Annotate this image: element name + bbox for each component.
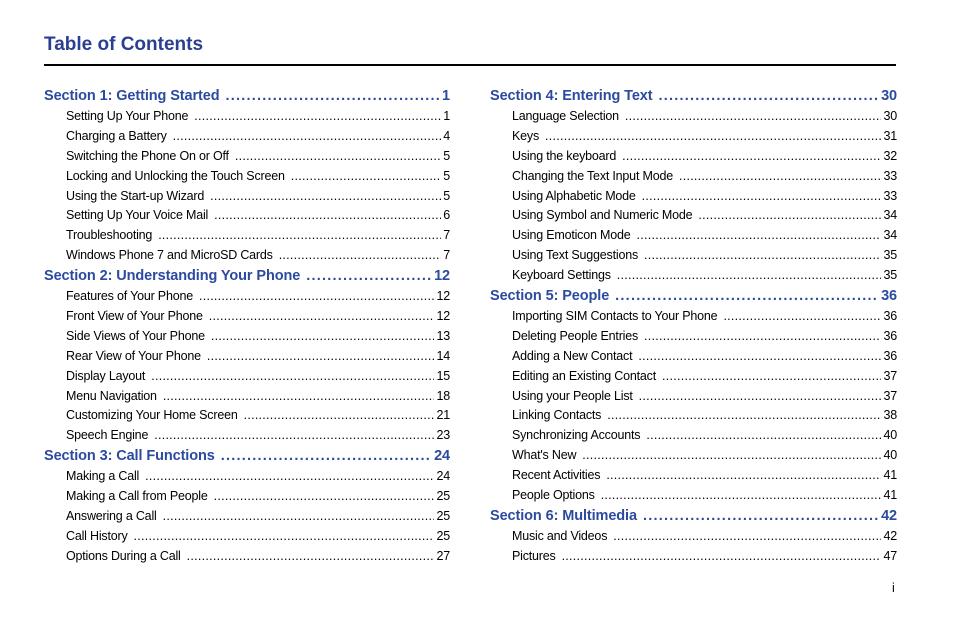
dot-leader [646, 426, 881, 446]
page-ref: 36 [881, 288, 897, 305]
toc-entry[interactable] [44, 206, 450, 226]
page-ref: 25 [436, 509, 450, 524]
section-title: Section 5: People [490, 288, 610, 305]
dot-leader [158, 226, 441, 246]
page-ref: 40 [883, 448, 897, 463]
dot-leader [211, 327, 435, 347]
page-ref: 24 [436, 469, 450, 484]
dot-leader [187, 547, 435, 567]
toc-entry[interactable] [490, 347, 897, 367]
toc-entry[interactable] [490, 406, 897, 426]
page-ref: 24 [434, 448, 450, 465]
page-ref: 37 [883, 388, 897, 403]
entry-title: Answering a Call [66, 509, 157, 524]
toc-entry[interactable] [490, 387, 897, 407]
page-ref: 30 [883, 109, 897, 123]
toc-entry[interactable] [44, 147, 450, 167]
dot-leader [638, 347, 881, 367]
dot-leader [643, 506, 879, 527]
toc-entry[interactable] [490, 107, 897, 127]
page-ref: 42 [881, 507, 897, 524]
entry-title: Windows Phone 7 and MicroSD Cards [66, 248, 273, 263]
toc-entry[interactable] [44, 467, 450, 487]
toc-entry[interactable] [44, 127, 450, 147]
toc-section-heading[interactable] [490, 286, 897, 307]
dot-leader [659, 86, 880, 107]
page-ref: 34 [883, 208, 897, 223]
entry-title: Keyboard Settings [512, 268, 611, 283]
toc-entry[interactable] [44, 426, 450, 446]
page-ref: 12 [436, 289, 450, 304]
toc-entry[interactable] [44, 107, 450, 127]
toc-entry[interactable] [490, 426, 897, 446]
entry-title: What's New [512, 448, 577, 463]
entry-title: Linking Contacts [512, 408, 602, 423]
toc-entry[interactable] [44, 547, 450, 567]
entry-title: Using the keyboard [512, 148, 617, 163]
toc-entry[interactable] [44, 406, 450, 426]
toc-entry[interactable] [44, 167, 450, 187]
dot-leader [151, 367, 434, 387]
page-ref: 37 [883, 368, 897, 383]
entry-title: Deleting People Entries [512, 328, 639, 343]
entry-title: Using Text Suggestions [512, 248, 639, 263]
dot-leader [613, 527, 881, 547]
entry-title: Adding a New Contact [512, 348, 633, 363]
page-ref: 33 [883, 188, 897, 203]
dot-leader [582, 446, 881, 466]
dot-leader [679, 167, 882, 187]
toc-entry[interactable] [490, 547, 897, 567]
entry-title: Call History [66, 528, 128, 543]
page-ref: 14 [436, 348, 450, 363]
entry-title: Troubleshooting [66, 228, 153, 243]
page-ref: 6 [443, 208, 450, 223]
toc-section-heading[interactable] [490, 86, 897, 107]
toc-entry[interactable] [44, 246, 450, 266]
entry-title: Using the Start-up Wizard [66, 188, 205, 203]
page-ref: 21 [436, 408, 450, 423]
dot-leader [163, 507, 435, 527]
toc-entry[interactable] [44, 347, 450, 367]
toc-entry[interactable] [490, 367, 897, 387]
entry-title: Recent Activities [512, 468, 601, 483]
toc-section-heading[interactable] [44, 86, 450, 107]
dot-leader [199, 287, 435, 307]
page-ref: 42 [883, 528, 897, 543]
entry-title: Using Alphabetic Mode [512, 188, 636, 203]
toc-entry[interactable] [44, 527, 450, 547]
toc-entry[interactable] [44, 287, 450, 307]
dot-leader [145, 467, 434, 487]
title-divider [44, 64, 896, 66]
dot-leader [209, 307, 435, 327]
dot-leader [698, 206, 881, 226]
page-ref: 1 [443, 109, 450, 123]
page-ref: 13 [436, 328, 450, 343]
dot-leader [134, 527, 435, 547]
dot-leader [617, 266, 882, 286]
section-title: Section 4: Entering Text [490, 88, 653, 104]
page-ref: 1 [442, 88, 450, 104]
page-ref: 23 [436, 428, 450, 443]
dot-leader [210, 187, 441, 207]
dot-leader [644, 246, 881, 266]
page-ref: 36 [883, 348, 897, 363]
entry-title: Setting Up Your Voice Mail [66, 208, 209, 223]
dot-leader [545, 127, 881, 147]
dot-leader [244, 406, 435, 426]
page-ref: 15 [436, 368, 450, 383]
toc-column-left [44, 86, 450, 567]
dot-leader [642, 187, 882, 207]
entry-title: Display Layout [66, 368, 146, 383]
section-title: Section 3: Call Functions [44, 448, 215, 465]
page-ref: 18 [436, 388, 450, 403]
dot-leader [562, 547, 882, 567]
page-ref: 36 [883, 328, 897, 343]
page-ref: 38 [883, 408, 897, 423]
entry-title: Language Selection [512, 109, 619, 123]
entry-title: Side Views of Your Phone [66, 328, 205, 343]
toc-entry[interactable] [490, 486, 897, 506]
entry-title: People Options [512, 488, 595, 503]
entry-title: Keys [512, 128, 539, 143]
dot-leader [214, 206, 441, 226]
page-ref: 25 [436, 528, 450, 543]
entry-title: Front View of Your Phone [66, 309, 203, 324]
dot-leader [622, 147, 881, 167]
dot-leader [173, 127, 442, 147]
toc-section-heading[interactable] [44, 266, 450, 287]
dot-leader [607, 406, 881, 426]
page-ref: 35 [883, 268, 897, 283]
dot-leader [154, 426, 434, 446]
page-ref: 7 [443, 228, 450, 243]
toc-entry[interactable] [490, 466, 897, 486]
page-ref: 5 [443, 168, 450, 183]
entry-title: Menu Navigation [66, 388, 157, 403]
page-ref: 35 [883, 248, 897, 263]
entry-title: Changing the Text Input Mode [512, 168, 673, 183]
entry-title: Making a Call [66, 469, 140, 484]
toc-section-heading[interactable] [490, 506, 897, 527]
dot-leader [639, 387, 882, 407]
dot-leader [279, 246, 442, 266]
page-ref: 41 [883, 488, 897, 503]
dot-leader [291, 167, 442, 187]
page-ref: 7 [443, 248, 450, 263]
page-ref: 30 [881, 88, 897, 104]
entry-title: Setting Up Your Phone [66, 109, 189, 123]
page-title: Table of Contents [44, 34, 204, 55]
toc-entry[interactable] [490, 206, 897, 226]
dot-leader [221, 446, 432, 467]
toc-entry[interactable] [44, 367, 450, 387]
toc-entry[interactable] [490, 307, 897, 327]
page-ref: 40 [883, 428, 897, 443]
entry-title: Editing an Existing Contact [512, 368, 656, 383]
dot-leader [644, 327, 881, 347]
toc-entry[interactable] [44, 226, 450, 246]
entry-title: Charging a Battery [66, 128, 167, 143]
toc-entry[interactable] [490, 527, 897, 547]
section-title: Section 6: Multimedia [490, 507, 637, 524]
dot-leader [601, 486, 882, 506]
entry-title: Importing SIM Contacts to Your Phone [512, 309, 718, 324]
toc-entry[interactable] [44, 507, 450, 527]
dot-leader [207, 347, 435, 367]
toc-section-heading[interactable] [44, 446, 450, 467]
page-ref: 27 [436, 548, 450, 563]
toc-entry[interactable] [490, 446, 897, 466]
entry-title: Synchronizing Accounts [512, 428, 641, 443]
dot-leader [723, 307, 881, 327]
toc-entry[interactable] [44, 327, 450, 347]
section-title: Section 1: Getting Started [44, 88, 220, 104]
entry-title: Rear View of Your Phone [66, 348, 201, 363]
entry-title: Pictures [512, 548, 556, 563]
entry-title: Features of Your Phone [66, 289, 193, 304]
toc-entry[interactable] [490, 246, 897, 266]
page-ref: 5 [443, 188, 450, 203]
page-ref: 33 [883, 168, 897, 183]
page-ref: 47 [883, 548, 897, 563]
toc-entry[interactable] [490, 187, 897, 207]
entry-title: Using your People List [512, 388, 633, 403]
toc-entry[interactable] [44, 487, 450, 507]
toc-entry[interactable] [490, 266, 897, 286]
page-ref: 34 [883, 228, 897, 243]
entry-title: Locking and Unlocking the Touch Screen [66, 168, 285, 183]
entry-title: Switching the Phone On or Off [66, 148, 229, 163]
toc-entry[interactable] [44, 387, 450, 407]
dot-leader [214, 487, 435, 507]
toc-entry[interactable] [44, 307, 450, 327]
page-ref: 12 [434, 268, 450, 285]
section-title: Section 2: Understanding Your Phone [44, 268, 301, 285]
page-number: i [892, 581, 895, 595]
entry-title: Speech Engine [66, 428, 149, 443]
page-ref: 5 [443, 148, 450, 163]
page-ref: 4 [443, 128, 450, 143]
dot-leader [163, 387, 435, 407]
entry-title: Customizing Your Home Screen [66, 408, 238, 423]
entry-title: Using Emoticon Mode [512, 228, 631, 243]
dot-leader [606, 466, 881, 486]
entry-title: Music and Videos [512, 528, 608, 543]
dot-leader [235, 147, 441, 167]
dot-leader [625, 107, 882, 127]
page-ref: 31 [883, 128, 897, 143]
entry-title: Using Symbol and Numeric Mode [512, 208, 693, 223]
dot-leader [306, 266, 432, 287]
toc-entry[interactable] [490, 127, 897, 147]
dot-leader [615, 286, 879, 307]
toc-column-right [490, 86, 897, 567]
toc-entry[interactable] [490, 327, 897, 347]
dot-leader [662, 367, 881, 387]
page-ref: 41 [883, 468, 897, 483]
entry-title: Options During a Call [66, 548, 181, 563]
dot-leader [194, 107, 441, 127]
page-ref: 36 [883, 309, 897, 324]
toc-entry[interactable] [490, 147, 897, 167]
page-ref: 12 [436, 309, 450, 324]
dot-leader [636, 226, 881, 246]
toc-entry[interactable] [490, 167, 897, 187]
page-ref: 25 [436, 489, 450, 504]
toc-entry[interactable] [44, 187, 450, 207]
entry-title: Making a Call from People [66, 489, 208, 504]
page-ref: 32 [883, 148, 897, 163]
toc-entry[interactable] [490, 226, 897, 246]
dot-leader [225, 86, 440, 107]
